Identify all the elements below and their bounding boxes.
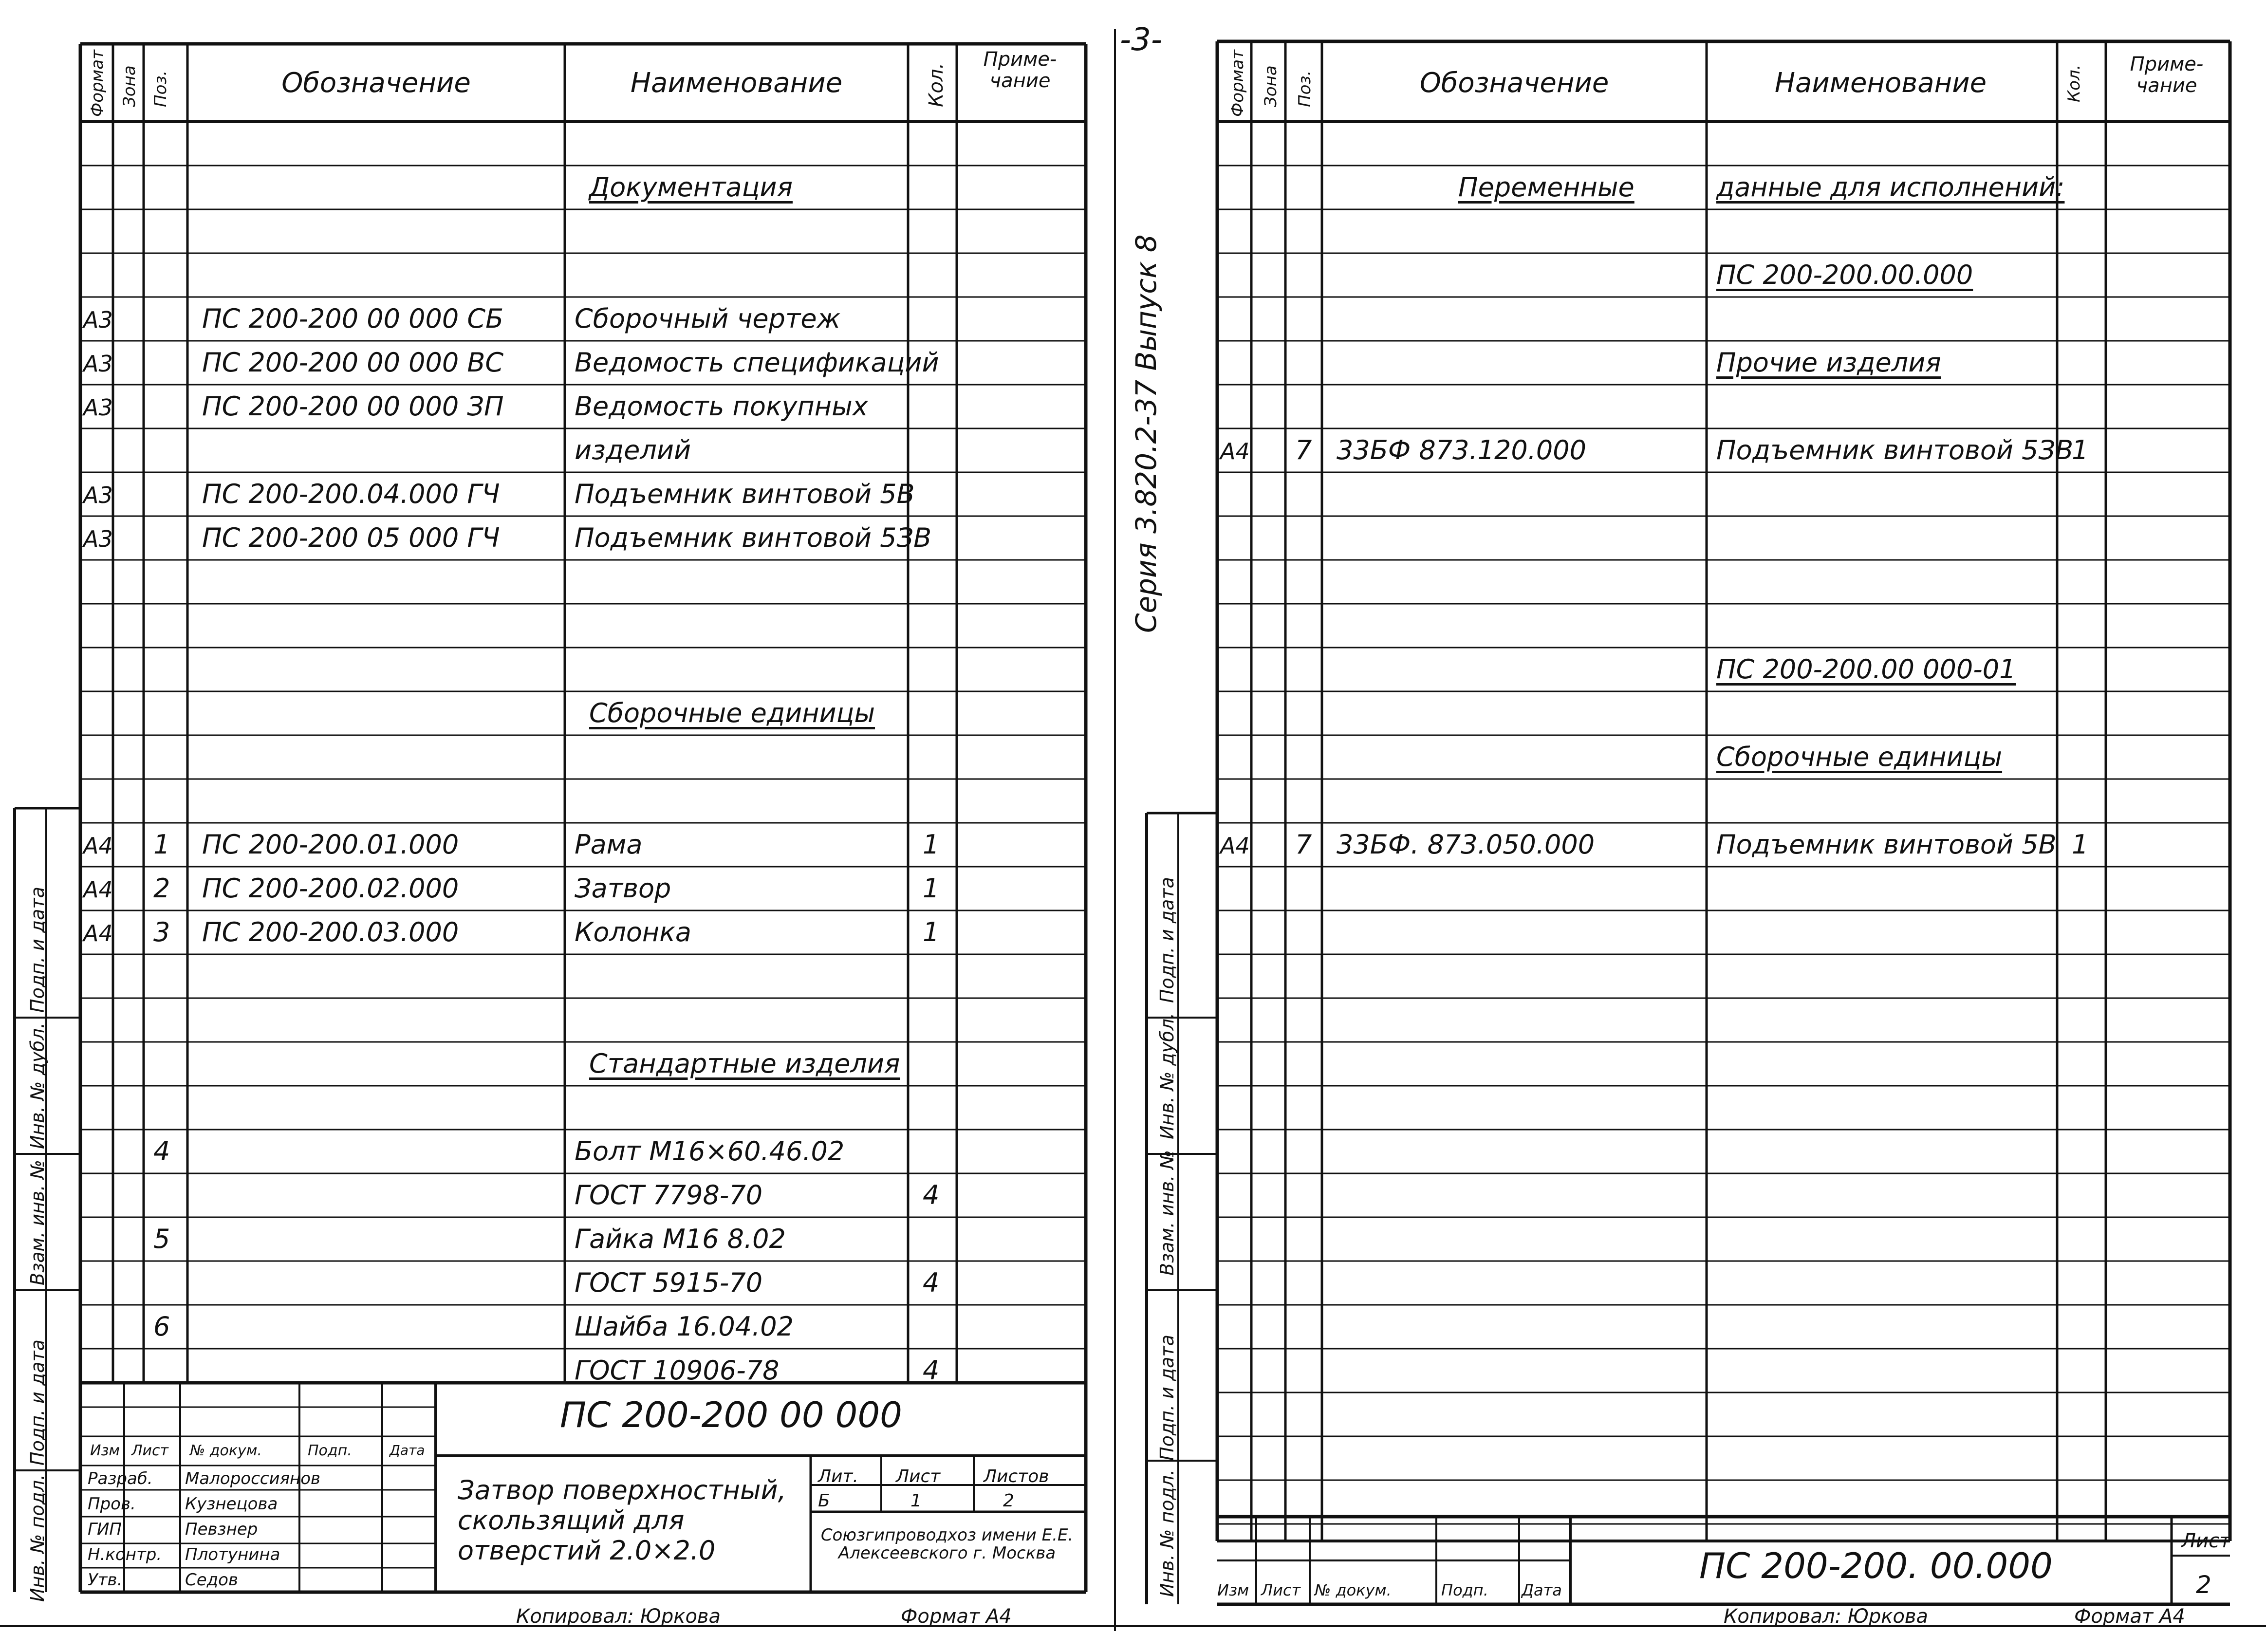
cell-pos: 3 <box>153 917 170 947</box>
cell-format: А3 <box>83 307 113 333</box>
cell-designation: ПС 200-200.02.000 <box>202 873 459 904</box>
cell-name: Документация <box>589 172 793 203</box>
cell-qty: 1 <box>923 829 940 860</box>
cell-qty: 1 <box>2072 829 2089 860</box>
page-number: -3- <box>1120 22 1162 58</box>
cell-qty: 4 <box>923 1355 940 1386</box>
header2-pos: Поз. <box>1295 70 1315 107</box>
tb-person-name: Кузнецова <box>185 1494 278 1514</box>
cell-name: данные для исполнений: <box>1716 172 2065 203</box>
cell-name: Сборочные единицы <box>1716 742 2003 772</box>
cell-name: ГОСТ 5915-70 <box>575 1267 763 1298</box>
header2-designation: Обозначение <box>1419 67 1609 99</box>
tb-role: Разраб. <box>88 1469 153 1488</box>
cell-designation: ПС 200-200 00 000 ВС <box>202 347 504 378</box>
cell-name: Подъемник винтовой 5В <box>1716 829 2057 860</box>
header2-zone: Зона <box>1261 65 1281 107</box>
cell-designation: ПС 200-200 00 000 ЗП <box>202 391 504 422</box>
cell-name: Прочие изделия <box>1716 347 1941 378</box>
header2-note: Приме- чание <box>2130 53 2204 97</box>
cell-name: Шайба 16.04.02 <box>575 1311 794 1342</box>
side2-label-podp-data-1: Подп. и дата <box>1156 1335 1178 1461</box>
cell-name: Подъемник винтовой 5В <box>575 479 915 509</box>
cell-format: А4 <box>1220 438 1250 464</box>
tb-role: Утв. <box>88 1570 123 1590</box>
cell-name: изделий <box>575 435 691 465</box>
tb-col-izm: Изм <box>90 1442 120 1459</box>
side-label-inv-dubl: Инв. № дубл. <box>27 1022 48 1149</box>
tb2-col-date: Дата <box>1522 1581 1562 1599</box>
tb-person-name: Малороссиянов <box>185 1469 321 1488</box>
cell-designation: ПС 200-200 00 000 СБ <box>202 303 504 334</box>
header-qty: Кол. <box>925 62 947 107</box>
side2-label-inv-dubl: Инв. № дубл. <box>1156 1013 1178 1139</box>
header-pos: Поз. <box>151 70 170 107</box>
title-block-designation: ПС 200-200 00 000 <box>560 1394 902 1435</box>
side2-label-podp-data-2: Подп. и дата <box>1156 877 1178 1003</box>
series-stamp: Серия 3.820.2-37 Выпуск 8 <box>1130 234 1163 633</box>
copied-by-sheet2: Копировал: Юркова <box>1724 1605 1929 1628</box>
cell-name: Сборочный чертеж <box>575 303 841 334</box>
cell-format: А4 <box>83 920 113 947</box>
tb-lit-value: Б <box>818 1491 830 1511</box>
title-block-doc-name: Затвор поверхностный, скользящий для отверстий 2.0×2.0 <box>458 1475 786 1566</box>
header2-qty: Кол. <box>2064 64 2084 102</box>
cell-designation: ПС 200-200.04.000 ГЧ <box>202 479 500 509</box>
cell-qty: 1 <box>2072 435 2089 465</box>
cell-name: Гайка М16 8.02 <box>575 1224 786 1254</box>
cell-format: А3 <box>83 526 113 552</box>
cell-name: Подъемник винтовой 5ЗВ <box>575 522 932 553</box>
cell-format: А3 <box>83 351 113 377</box>
side2-label-inv-podl: Инв. № подл. <box>1156 1469 1178 1597</box>
cell-name: Рама <box>575 829 643 860</box>
side2-label-vzam-inv: Взам. инв. № <box>1156 1150 1178 1276</box>
tb-role: Н.контр. <box>88 1545 162 1564</box>
cell-name: ГОСТ 10906-78 <box>575 1355 780 1386</box>
cell-name: Ведомость покупных <box>575 391 868 422</box>
tb-col-sign: Подп. <box>308 1442 352 1459</box>
tb-col-doc-no: № докум. <box>190 1442 262 1459</box>
cell-format: А3 <box>83 482 113 508</box>
tb-person-name: Певзнер <box>185 1520 258 1539</box>
tb-role: Пров. <box>88 1494 136 1514</box>
cell-format: А3 <box>83 394 113 421</box>
cell-designation: ПС 200-200 05 000 ГЧ <box>202 522 500 553</box>
cell-designation: 33БФ. 873.050.000 <box>1337 829 1595 860</box>
cell-pos: 2 <box>153 873 170 904</box>
side-label-podp-data-2: Подп. и дата <box>27 887 48 1013</box>
tb-role: ГИП <box>88 1520 122 1539</box>
cell-name: Ведомость спецификаций <box>575 347 939 378</box>
tb2-sheet-value: 2 <box>2196 1571 2211 1599</box>
cell-pos: 5 <box>153 1224 170 1254</box>
tb2-col-sign: Подп. <box>1441 1581 1488 1599</box>
cell-designation: 33БФ 873.120.000 <box>1337 435 1586 465</box>
cell-format: А4 <box>1220 833 1250 859</box>
copied-by-sheet1: Копировал: Юркова <box>516 1605 721 1628</box>
header-note: Приме- чание <box>983 48 1057 92</box>
cell-pos: 4 <box>153 1136 170 1167</box>
header-name: Наименование <box>630 67 843 99</box>
header-zone: Зона <box>120 65 139 107</box>
side-label-podp-data-1: Подп. и дата <box>27 1339 48 1466</box>
cell-qty: 4 <box>923 1180 940 1210</box>
header2-name: Наименование <box>1774 67 1987 99</box>
tb2-col-doc-no: № докум. <box>1315 1581 1392 1599</box>
header2-format: Формат <box>1228 50 1247 117</box>
title-block2-designation: ПС 200-200. 00.000 <box>1699 1545 2053 1586</box>
side-label-inv-podl: Инв. № подл. <box>27 1474 48 1602</box>
cell-pos: 1 <box>153 829 170 860</box>
tb-sheets-value: 2 <box>1003 1491 1014 1511</box>
tb2-col-izm: Изм <box>1217 1581 1249 1599</box>
format-label-sheet2: Формат А4 <box>2074 1605 2185 1628</box>
cell-name: ПС 200-200.00 000-01 <box>1716 654 2016 685</box>
header-format: Формат <box>88 50 107 117</box>
format-label-sheet1: Формат А4 <box>901 1605 1012 1628</box>
cell-pos: 7 <box>1295 435 1312 465</box>
tb-sheets-label: Листов <box>984 1466 1049 1486</box>
cell-name: Колонка <box>575 917 691 947</box>
tb2-col-list: Лист <box>1261 1581 1301 1599</box>
cell-name: Стандартные изделия <box>589 1048 900 1079</box>
tb-lit-label: Лит. <box>818 1466 858 1486</box>
cell-name: ПС 200-200.00.000 <box>1716 260 1973 290</box>
cell-name: Подъемник винтовой 5ЗВ <box>1716 435 2074 465</box>
cell-designation: ПС 200-200.03.000 <box>202 917 459 947</box>
cell-name: ГОСТ 7798-70 <box>575 1180 763 1210</box>
cell-name: Сборочные единицы <box>589 698 875 728</box>
tb-col-list: Лист <box>131 1442 169 1459</box>
cell-qty: 1 <box>923 873 940 904</box>
tb-person-name: Плотунина <box>185 1545 280 1564</box>
tb-col-date: Дата <box>390 1442 425 1458</box>
cell-pos: 6 <box>153 1311 170 1342</box>
header-designation: Обозначение <box>281 67 471 99</box>
cell-name: Болт М16×60.46.02 <box>575 1136 845 1167</box>
tb-sheet-label: Лист <box>896 1466 941 1486</box>
side-label-vzam-inv: Взам. инв. № <box>27 1159 48 1285</box>
cell-qty: 1 <box>923 917 940 947</box>
cell-pos: 7 <box>1295 829 1312 860</box>
cell-name: Затвор <box>575 873 671 904</box>
cell-qty: 4 <box>923 1267 940 1298</box>
tb-organization: Союзгипроводхоз имени Е.Е. Алексеевского г. Москва <box>820 1525 1074 1563</box>
cell-format: А4 <box>83 833 113 859</box>
cell-designation: ПС 200-200.01.000 <box>202 829 459 860</box>
tb2-sheet-label: Лист <box>2181 1530 2231 1552</box>
tb-sheet-value: 1 <box>910 1491 922 1511</box>
tb-person-name: Седов <box>185 1570 239 1590</box>
cell-format: А4 <box>83 876 113 903</box>
cell-designation: Переменные <box>1458 172 1634 203</box>
